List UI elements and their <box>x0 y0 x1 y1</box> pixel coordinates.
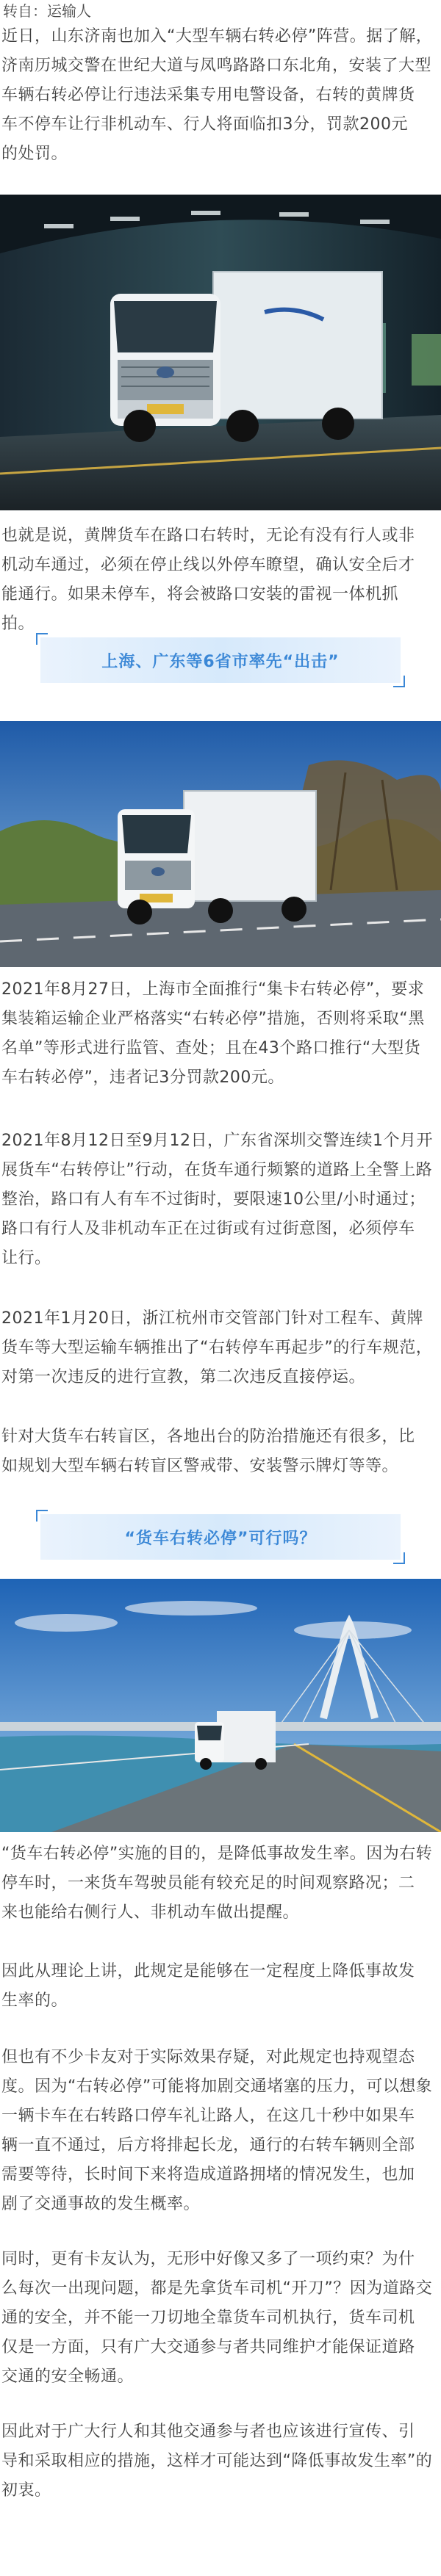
paragraph-line: 集装箱运输企业严格落实“右转必停”措施，否则将采取“黑 <box>1 1010 425 1028</box>
paragraph-line: 2021年8月12日至9月12日，广东省深圳交警连续1个月开 <box>1 1132 433 1150</box>
banner-corner-decoration <box>393 676 405 687</box>
banner-corner-decoration <box>36 633 48 645</box>
paragraph-line: 车右转必停”，违者记3分罚款200元。 <box>1 1068 284 1087</box>
paragraph-line: 通的安全，并不能一刀切地全靠货车司机执行，货车司机 <box>1 2309 415 2327</box>
banner-title: 上海、广东等6省市率先“出击” <box>101 652 340 671</box>
paragraph-line: 2021年1月20日，浙江杭州市交管部门针对工程车、黄牌 <box>1 1309 423 1328</box>
paragraph-line: 如规划大型车辆右转盲区警戒带、安装警示牌灯等等。 <box>1 1457 399 1475</box>
paragraph-line: 但也有不少卡友对于实际效果存疑，对此规定也持观望态 <box>1 2048 415 2066</box>
section-banner-feasibility <box>40 1514 401 1560</box>
paragraph-line: 机动车通过，必须在停止线以外停车瞭望，确认安全后才 <box>1 556 415 574</box>
paragraph-line: 交通的安全畅通。 <box>1 2367 135 2386</box>
paragraph-line: 能通行。如果未停车，将会被路口安装的雷视一体机抓 <box>1 585 399 604</box>
truck-road-photo <box>0 721 441 967</box>
paragraph-line: 么每次一出现问题，都是先拿货车司机“开刀”？因为道路交 <box>1 2279 433 2298</box>
paragraph-theory <box>0 1957 441 2016</box>
paragraph-line: 导和采取相应的措施，这样才可能达到“降低事故发生率”的 <box>1 2452 433 2470</box>
paragraph-line: 货车等大型运输车辆推出了“右转停车再起步”的行车规范， <box>1 1339 433 1357</box>
paragraph-doubts <box>0 2043 441 2219</box>
paragraph-line: 近日，山东济南也加入“大型车辆右转必停”阵营。据了解， <box>1 27 433 46</box>
paragraph-constraints <box>0 2245 441 2392</box>
paragraph-purpose <box>0 1839 441 1928</box>
paragraph-line: 车辆右转必停让行违法采集专用电警设备，右转的黄牌货 <box>1 86 415 104</box>
paragraph-line: 也就是说，黄牌货车在路口右转时，无论有没有行人或非 <box>1 527 415 545</box>
paragraph-line: 来也能给右侧行人、非机动车做出提醒。 <box>1 1903 300 1922</box>
paragraph-hangzhou <box>0 1304 441 1392</box>
paragraph-conclusion <box>0 2417 441 2506</box>
paragraph-explanation <box>0 521 441 639</box>
banner-title: “货车右转必停”可行吗？ <box>124 1529 317 1548</box>
paragraph-line: 2021年8月27日，上海市全面推行“集卡右转必停”，要求 <box>1 980 425 999</box>
banner-corner-decoration <box>393 1552 405 1564</box>
paragraph-line: 停车时，一来货车驾驶员能有较充足的时间观察路况；二 <box>1 1874 415 1892</box>
paragraph-line: 初衷。 <box>1 2481 51 2500</box>
paragraph-line: 辆一直不通过，后方将排起长龙，通行的右转车辆则全部 <box>1 2136 415 2154</box>
paragraph-line: 展货车“右转停让”行动，在货车通行频繁的道路上全警上路 <box>1 1161 433 1179</box>
banner-corner-decoration <box>36 1510 48 1522</box>
truck-tunnel-photo <box>0 195 441 510</box>
paragraph-shenzhen <box>0 1126 441 1273</box>
paragraph-line: 因此从理论上讲，此规定是能够在一定程度上降低事故发 <box>1 1962 415 1980</box>
paragraph-line: 因此对于广大行人和其他交通参与者也应该进行宣传、引 <box>1 2423 415 2441</box>
truck-bridge-photo <box>0 1579 441 1832</box>
paragraph-line: 针对大货车右转盲区，各地出台的防治措施还有很多，比 <box>1 1428 415 1446</box>
paragraph-measures <box>0 1422 441 1481</box>
section-banner-first-movers <box>40 637 401 683</box>
paragraph-line: 剧了交通事故的发生概率。 <box>1 2195 201 2213</box>
paragraph-line: 车不停车让行非机动车、行人将面临扣3分，罚款200元 <box>1 115 408 134</box>
paragraph-line: 需要等待，长时间下来将造成道路拥堵的情况发生，也加 <box>1 2166 415 2184</box>
paragraph-line: 拍。 <box>1 615 35 633</box>
paragraph-line: 生率的。 <box>1 1991 68 2010</box>
paragraph-line: 同时，更有卡友认为，无形中好像又多了一项约束？为什 <box>1 2250 415 2268</box>
source-credit: 转自：运输人 <box>3 2 91 20</box>
paragraph-line: 整治，路口有人有车不过街时，要限速10公里/小时通过； <box>1 1190 426 1209</box>
paragraph-line: 一辆卡车在右转路口停车礼让路人，在这几十秒中如果车 <box>1 2107 415 2125</box>
paragraph-line: 名单”等形式进行监管、查处；且在43个路口推行“大型货 <box>1 1039 421 1057</box>
paragraph-intro <box>0 22 441 169</box>
paragraph-line: 仅是一方面，只有广大交通参与者共同维护才能保证道路 <box>1 2338 415 2356</box>
paragraph-line: 度。因为“右转必停”可能将加剧交通堵塞的压力，可以想象 <box>1 2077 433 2096</box>
paragraph-shanghai <box>0 975 441 1093</box>
paragraph-line: 济南历城交警在世纪大道与凤鸣路路口东北角，安装了大型 <box>1 57 432 75</box>
paragraph-line: 路口有行人及非机动车正在过街或有过街意图，必须停车 <box>1 1220 415 1238</box>
paragraph-line: “货车右转必停”实施的目的，是降低事故发生率。因为右转 <box>1 1845 433 1863</box>
paragraph-line: 对第一次违反的进行宣教，第二次违反直接停运。 <box>1 1368 366 1386</box>
paragraph-line: 让行。 <box>1 1249 51 1267</box>
paragraph-line: 的处罚。 <box>1 145 68 163</box>
